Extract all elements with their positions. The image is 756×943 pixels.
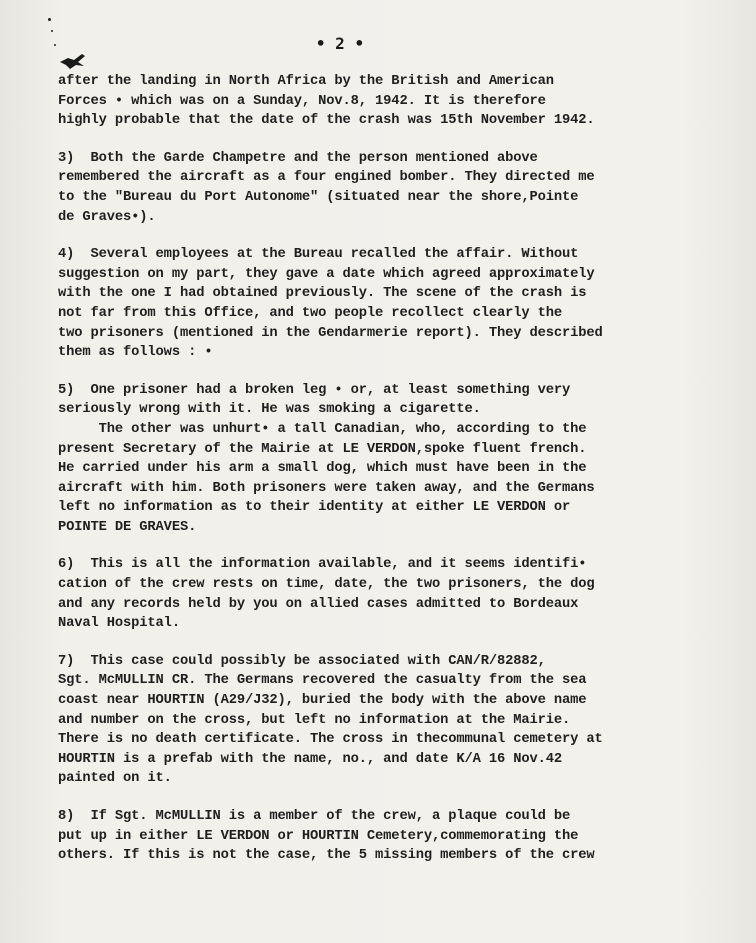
text-line: left no information as to their identity at either LE VERDON or bbox=[58, 500, 571, 516]
text-line: remembered the aircraft as a four engined bomber. They directed me bbox=[58, 170, 595, 186]
text-line: Forces • which was on a Sunday, Nov.8, 1942. It is therefore bbox=[58, 93, 546, 109]
text-line: 6) This is all the information available, and it seems identifi• bbox=[58, 557, 587, 573]
text-line: 3) Both the Garde Champetre and the person mentioned above bbox=[58, 150, 538, 166]
text-line: aircraft with him. Both prisoners were taken away, and the Germans bbox=[58, 480, 595, 496]
text-line: painted on it. bbox=[58, 771, 172, 787]
text-line: two prisoners (mentioned in the Gendarmerie report). They described bbox=[58, 325, 603, 341]
text-line: present Secretary of the Mairie at LE VERDON,spoke fluent french. bbox=[58, 441, 587, 457]
text-line: Sgt. McMULLIN CR. The Germans recovered the casualty from the sea bbox=[58, 673, 587, 689]
paragraph bbox=[58, 555, 730, 633]
text-line: cation of the crew rests on time, date, the two prisoners, the dog bbox=[58, 577, 595, 593]
text-line: highly probable that the date of the crash was 15th November 1942. bbox=[58, 113, 595, 129]
text-line: not far from this Office, and two people recollect clearly the bbox=[58, 305, 563, 321]
text-line: de Graves•). bbox=[58, 209, 156, 225]
paragraph bbox=[58, 149, 730, 227]
text-line: coast near HOURTIN (A29/J32), buried the body with the above name bbox=[58, 693, 587, 709]
text-line: POINTE DE GRAVES. bbox=[58, 519, 197, 535]
ink-speck bbox=[48, 18, 51, 21]
paragraph bbox=[58, 381, 730, 538]
text-line: The other was unhurt• a tall Canadian, who, according to the bbox=[58, 421, 587, 437]
ink-smudge-mark bbox=[58, 50, 88, 72]
typed-letter-body bbox=[58, 72, 730, 884]
text-line: to the "Bureau du Port Autonome" (situated near the shore,Pointe bbox=[58, 189, 579, 205]
paragraph bbox=[58, 245, 730, 363]
paragraph bbox=[58, 807, 730, 866]
text-line: them as follows : • bbox=[58, 345, 213, 361]
ink-speck bbox=[51, 30, 53, 32]
text-line: seriously wrong with it. He was smoking a cigarette. bbox=[58, 402, 481, 418]
text-line: 7) This case could possibly be associated with CAN/R/82882, bbox=[58, 653, 546, 669]
text-line: There is no death certificate. The cross in thecommunal cemetery at bbox=[58, 732, 603, 748]
text-line: suggestion on my part, they gave a date which agreed approximately bbox=[58, 266, 595, 282]
text-line: put up in either LE VERDON or HOURTIN Cemetery,commemorating the bbox=[58, 828, 579, 844]
page-number: • 2 • bbox=[315, 34, 365, 53]
paragraph bbox=[58, 652, 730, 789]
text-line: and any records held by you on allied cases admitted to Bordeaux bbox=[58, 596, 579, 612]
text-line: 8) If Sgt. McMULLIN is a member of the crew, a plaque could be bbox=[58, 809, 571, 824]
text-line: with the one I had obtained previously. The scene of the crash is bbox=[58, 286, 587, 302]
text-line: others. If this is not the case, the 5 missing members of the crew bbox=[58, 848, 595, 864]
text-line: 4) Several employees at the Bureau recalled the affair. Without bbox=[58, 247, 579, 263]
text-line: Naval Hospital. bbox=[58, 616, 180, 632]
text-line: 5) One prisoner had a broken leg • or, at least something very bbox=[58, 382, 571, 398]
text-line: and number on the cross, but left no information at the Mairie. bbox=[58, 712, 571, 728]
text-line: He carried under his arm a small dog, which must have been in the bbox=[58, 461, 587, 477]
text-line: after the landing in North Africa by the British and American bbox=[58, 74, 554, 89]
text-line: HOURTIN is a prefab with the name, no., and date K/A 16 Nov.42 bbox=[58, 751, 563, 767]
paragraph bbox=[58, 72, 730, 131]
